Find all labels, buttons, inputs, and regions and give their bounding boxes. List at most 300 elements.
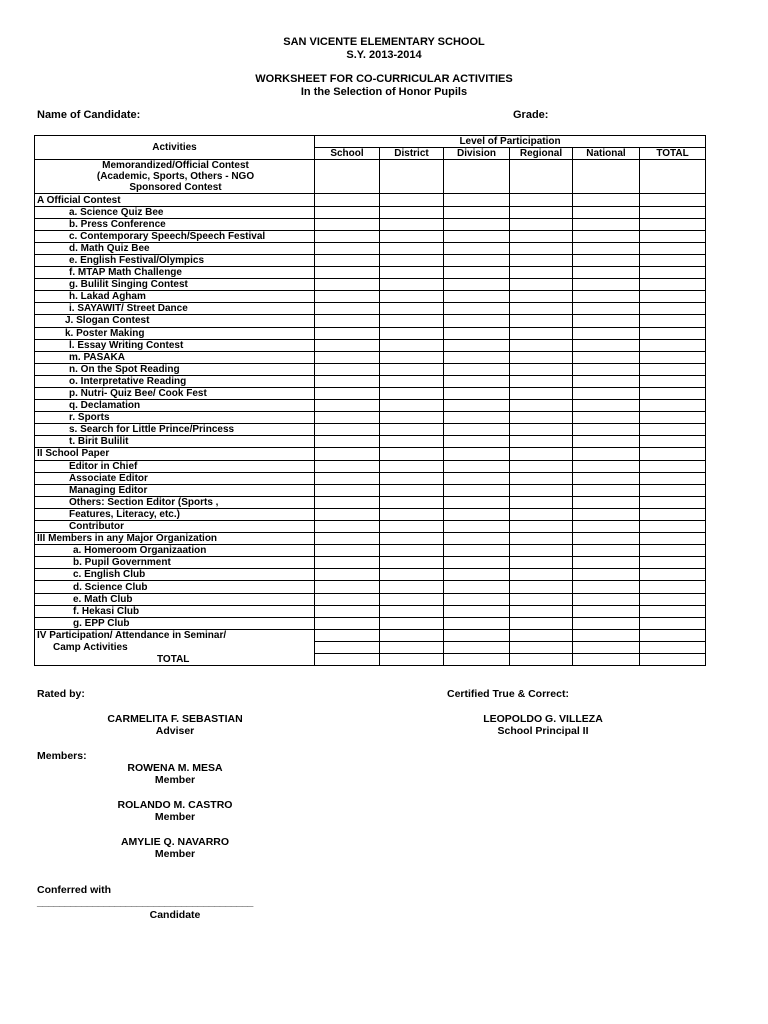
members-label: Members: xyxy=(37,750,87,762)
entry-cell-school[interactable] xyxy=(315,484,380,496)
entry-cell-district[interactable] xyxy=(380,242,444,254)
entry-cell-national[interactable] xyxy=(573,496,640,508)
table-row xyxy=(35,218,706,230)
entry-cell-school[interactable] xyxy=(315,218,380,230)
entry-cell-division[interactable] xyxy=(444,581,510,593)
entry-cell-division[interactable] xyxy=(444,460,510,472)
table-row xyxy=(35,448,706,460)
entry-cell-regional[interactable] xyxy=(510,351,573,363)
entry-cell-division[interactable] xyxy=(444,521,510,533)
entry-cell-division[interactable] xyxy=(444,641,510,653)
entry-cell-national[interactable] xyxy=(573,387,640,399)
entry-cell-regional[interactable] xyxy=(510,194,573,206)
entry-cell-district[interactable] xyxy=(380,363,444,375)
entry-cell-regional[interactable] xyxy=(510,242,573,254)
entry-cell-division[interactable] xyxy=(444,182,510,194)
table-row xyxy=(35,436,706,448)
entry-cell-national[interactable] xyxy=(573,230,640,242)
entry-cell-division[interactable] xyxy=(444,436,510,448)
entry-cell-regional[interactable] xyxy=(510,617,573,629)
entry-cell-total[interactable] xyxy=(640,557,706,569)
member-signature xyxy=(100,799,250,823)
entry-cell-total[interactable] xyxy=(640,424,706,436)
entry-cell-school[interactable] xyxy=(315,160,380,172)
entry-cell-school[interactable] xyxy=(315,279,380,291)
entry-cell-regional[interactable] xyxy=(510,400,573,412)
entry-cell-regional[interactable] xyxy=(510,254,573,266)
entry-cell-school[interactable] xyxy=(315,375,380,387)
entry-cell-district[interactable] xyxy=(380,593,444,605)
table-row xyxy=(35,327,706,339)
entry-cell-division[interactable] xyxy=(444,242,510,254)
entry-cell-division[interactable] xyxy=(444,424,510,436)
entry-cell-regional[interactable] xyxy=(510,521,573,533)
table-row xyxy=(35,279,706,291)
entry-cell-national[interactable] xyxy=(573,303,640,315)
entry-cell-national[interactable] xyxy=(573,351,640,363)
entry-cell-district[interactable] xyxy=(380,545,444,557)
entry-cell-division[interactable] xyxy=(444,533,510,545)
entry-cell-national[interactable] xyxy=(573,460,640,472)
entry-cell-national[interactable] xyxy=(573,629,640,641)
table-row xyxy=(35,484,706,496)
entry-cell-total[interactable] xyxy=(640,448,706,460)
entry-cell-school[interactable] xyxy=(315,521,380,533)
entry-cell-regional[interactable] xyxy=(510,533,573,545)
adviser-signature xyxy=(80,713,270,737)
entry-cell-total[interactable] xyxy=(640,267,706,279)
table-row xyxy=(35,351,706,363)
entry-cell-school[interactable] xyxy=(315,400,380,412)
entry-cell-total[interactable] xyxy=(640,641,706,653)
entry-cell-total[interactable] xyxy=(640,339,706,351)
entry-cell-national[interactable] xyxy=(573,375,640,387)
entry-cell-national[interactable] xyxy=(573,339,640,351)
principal-title: School Principal II xyxy=(497,725,589,737)
table-row xyxy=(35,363,706,375)
entry-cell-district[interactable] xyxy=(380,218,444,230)
entry-cell-division[interactable] xyxy=(444,303,510,315)
entry-cell-school[interactable] xyxy=(315,617,380,629)
entry-cell-district[interactable] xyxy=(380,484,444,496)
entry-cell-regional[interactable] xyxy=(510,581,573,593)
entry-cell-division[interactable] xyxy=(444,496,510,508)
entry-cell-regional[interactable] xyxy=(510,182,573,194)
entry-cell-district[interactable] xyxy=(380,206,444,218)
entry-cell-district[interactable] xyxy=(380,230,444,242)
principal-name: LEOPOLDO G. VILLEZA xyxy=(483,713,603,725)
entry-cell-national[interactable] xyxy=(573,424,640,436)
entry-cell-district[interactable] xyxy=(380,279,444,291)
entry-cell-regional[interactable] xyxy=(510,387,573,399)
entry-cell-school[interactable] xyxy=(315,254,380,266)
entry-cell-national[interactable] xyxy=(573,593,640,605)
table-row xyxy=(35,254,706,266)
entry-cell-total[interactable] xyxy=(640,230,706,242)
entry-cell-district[interactable] xyxy=(380,496,444,508)
table-row xyxy=(35,400,706,412)
entry-cell-total[interactable] xyxy=(640,593,706,605)
entry-cell-district[interactable] xyxy=(380,194,444,206)
entry-cell-school[interactable] xyxy=(315,363,380,375)
table-row xyxy=(35,557,706,569)
entry-cell-regional[interactable] xyxy=(510,412,573,424)
entry-cell-total[interactable] xyxy=(640,496,706,508)
entry-cell-school[interactable] xyxy=(315,424,380,436)
entry-cell-regional[interactable] xyxy=(510,160,573,172)
entry-cell-regional[interactable] xyxy=(510,472,573,484)
entry-cell-regional[interactable] xyxy=(510,218,573,230)
entry-cell-district[interactable] xyxy=(380,182,444,194)
column-header-regional: Regional xyxy=(510,148,573,160)
entry-cell-district[interactable] xyxy=(380,508,444,520)
entry-cell-regional[interactable] xyxy=(510,460,573,472)
entry-cell-regional[interactable] xyxy=(510,171,573,182)
entry-cell-national[interactable] xyxy=(573,291,640,303)
adviser-title: Adviser xyxy=(155,725,195,737)
entry-cell-total[interactable] xyxy=(640,508,706,520)
entry-cell-division[interactable] xyxy=(444,315,510,327)
entry-cell-regional[interactable] xyxy=(510,315,573,327)
entry-cell-district[interactable] xyxy=(380,303,444,315)
entry-cell-school[interactable] xyxy=(315,351,380,363)
entry-cell-total[interactable] xyxy=(640,605,706,617)
entry-cell-district[interactable] xyxy=(380,617,444,629)
entry-cell-district[interactable] xyxy=(380,171,444,182)
entry-cell-national[interactable] xyxy=(573,617,640,629)
entry-cell-regional[interactable] xyxy=(510,629,573,641)
entry-cell-district[interactable] xyxy=(380,375,444,387)
entry-cell-regional[interactable] xyxy=(510,557,573,569)
entry-cell-total[interactable] xyxy=(640,254,706,266)
entry-cell-total[interactable] xyxy=(640,569,706,581)
entry-cell-division[interactable] xyxy=(444,230,510,242)
entry-cell-total[interactable] xyxy=(640,363,706,375)
entry-cell-regional[interactable] xyxy=(510,569,573,581)
entry-cell-regional[interactable] xyxy=(510,279,573,291)
entry-cell-division[interactable] xyxy=(444,206,510,218)
activity-label: g. EPP Club xyxy=(35,617,315,629)
entry-cell-district[interactable] xyxy=(380,412,444,424)
entry-cell-district[interactable] xyxy=(380,557,444,569)
entry-cell-national[interactable] xyxy=(573,521,640,533)
entry-cell-division[interactable] xyxy=(444,448,510,460)
entry-cell-district[interactable] xyxy=(380,436,444,448)
entry-cell-school[interactable] xyxy=(315,472,380,484)
entry-cell-division[interactable] xyxy=(444,545,510,557)
entry-cell-district[interactable] xyxy=(380,424,444,436)
entry-cell-division[interactable] xyxy=(444,267,510,279)
entry-cell-school[interactable] xyxy=(315,230,380,242)
entry-cell-total[interactable] xyxy=(640,472,706,484)
entry-cell-district[interactable] xyxy=(380,533,444,545)
table-row xyxy=(35,171,706,182)
document-header xyxy=(0,36,768,98)
entry-cell-school[interactable] xyxy=(315,448,380,460)
entry-cell-division[interactable] xyxy=(444,484,510,496)
rated-by-label: Rated by: xyxy=(37,688,85,700)
entry-cell-national[interactable] xyxy=(573,194,640,206)
entry-cell-national[interactable] xyxy=(573,363,640,375)
entry-cell-division[interactable] xyxy=(444,593,510,605)
entry-cell-regional[interactable] xyxy=(510,436,573,448)
column-header-total: TOTAL xyxy=(640,148,706,160)
entry-cell-regional[interactable] xyxy=(510,206,573,218)
entry-cell-school[interactable] xyxy=(315,315,380,327)
entry-cell-regional[interactable] xyxy=(510,291,573,303)
entry-cell-total[interactable] xyxy=(640,171,706,182)
entry-cell-division[interactable] xyxy=(444,617,510,629)
activity-label: e. Math Club xyxy=(35,593,315,605)
entry-cell-division[interactable] xyxy=(444,160,510,172)
column-header-division: Division xyxy=(444,148,510,160)
school-year: S.Y. 2013-2014 xyxy=(346,48,422,61)
entry-cell-national[interactable] xyxy=(573,569,640,581)
entry-cell-national[interactable] xyxy=(573,472,640,484)
entry-cell-national[interactable] xyxy=(573,484,640,496)
entry-cell-total[interactable] xyxy=(640,194,706,206)
entry-cell-national[interactable] xyxy=(573,160,640,172)
entry-cell-total[interactable] xyxy=(640,160,706,172)
entry-cell-regional[interactable] xyxy=(510,230,573,242)
entry-cell-division[interactable] xyxy=(444,629,510,641)
entry-cell-total[interactable] xyxy=(640,375,706,387)
activity-label: Camp Activities xyxy=(35,641,315,653)
entry-cell-district[interactable] xyxy=(380,327,444,339)
entry-cell-total[interactable] xyxy=(640,581,706,593)
entry-cell-national[interactable] xyxy=(573,654,640,666)
entry-cell-district[interactable] xyxy=(380,267,444,279)
entry-cell-national[interactable] xyxy=(573,171,640,182)
entry-cell-division[interactable] xyxy=(444,375,510,387)
entry-cell-district[interactable] xyxy=(380,654,444,666)
entry-cell-national[interactable] xyxy=(573,400,640,412)
entry-cell-national[interactable] xyxy=(573,218,640,230)
entry-cell-national[interactable] xyxy=(573,641,640,653)
entry-cell-total[interactable] xyxy=(640,279,706,291)
entry-cell-school[interactable] xyxy=(315,303,380,315)
entry-cell-total[interactable] xyxy=(640,400,706,412)
entry-cell-total[interactable] xyxy=(640,206,706,218)
entry-cell-total[interactable] xyxy=(640,182,706,194)
worksheet-subtitle: In the Selection of Honor Pupils xyxy=(300,85,468,98)
entry-cell-district[interactable] xyxy=(380,605,444,617)
entry-cell-district[interactable] xyxy=(380,291,444,303)
entry-cell-regional[interactable] xyxy=(510,363,573,375)
entry-cell-regional[interactable] xyxy=(510,448,573,460)
activity-label: h. Lakad Agham xyxy=(35,291,315,303)
entry-cell-school[interactable] xyxy=(315,496,380,508)
table-row xyxy=(35,605,706,617)
entry-cell-total[interactable] xyxy=(640,545,706,557)
member-signature xyxy=(100,762,250,786)
entry-cell-school[interactable] xyxy=(315,654,380,666)
entry-cell-national[interactable] xyxy=(573,242,640,254)
entry-cell-national[interactable] xyxy=(573,254,640,266)
entry-cell-national[interactable] xyxy=(573,581,640,593)
entry-cell-district[interactable] xyxy=(380,160,444,172)
entry-cell-division[interactable] xyxy=(444,254,510,266)
entry-cell-district[interactable] xyxy=(380,400,444,412)
entry-cell-national[interactable] xyxy=(573,412,640,424)
entry-cell-district[interactable] xyxy=(380,387,444,399)
entry-cell-school[interactable] xyxy=(315,508,380,520)
entry-cell-district[interactable] xyxy=(380,254,444,266)
activity-label: q. Declamation xyxy=(35,400,315,412)
member-role: Member xyxy=(154,811,196,823)
entry-cell-total[interactable] xyxy=(640,629,706,641)
entry-cell-division[interactable] xyxy=(444,569,510,581)
entry-cell-regional[interactable] xyxy=(510,654,573,666)
entry-cell-total[interactable] xyxy=(640,617,706,629)
member-name: ROLANDO M. CASTRO xyxy=(117,799,233,811)
entry-cell-district[interactable] xyxy=(380,472,444,484)
activity-label: g. Bulilit Singing Contest xyxy=(35,279,315,291)
entry-cell-regional[interactable] xyxy=(510,641,573,653)
entry-cell-district[interactable] xyxy=(380,351,444,363)
entry-cell-total[interactable] xyxy=(640,412,706,424)
entry-cell-division[interactable] xyxy=(444,218,510,230)
entry-cell-division[interactable] xyxy=(444,654,510,666)
entry-cell-division[interactable] xyxy=(444,351,510,363)
entry-cell-national[interactable] xyxy=(573,206,640,218)
entry-cell-regional[interactable] xyxy=(510,303,573,315)
entry-cell-school[interactable] xyxy=(315,291,380,303)
entry-cell-school[interactable] xyxy=(315,242,380,254)
entry-cell-regional[interactable] xyxy=(510,339,573,351)
entry-cell-regional[interactable] xyxy=(510,327,573,339)
entry-cell-district[interactable] xyxy=(380,581,444,593)
activity-label: TOTAL xyxy=(35,654,315,666)
conferred-with-label: Conferred with xyxy=(37,884,112,896)
entry-cell-school[interactable] xyxy=(315,593,380,605)
entry-cell-regional[interactable] xyxy=(510,593,573,605)
entry-cell-total[interactable] xyxy=(640,218,706,230)
entry-cell-division[interactable] xyxy=(444,291,510,303)
entry-cell-national[interactable] xyxy=(573,557,640,569)
entry-cell-school[interactable] xyxy=(315,171,380,182)
entry-cell-school[interactable] xyxy=(315,533,380,545)
entry-cell-national[interactable] xyxy=(573,267,640,279)
entry-cell-school[interactable] xyxy=(315,267,380,279)
entry-cell-school[interactable] xyxy=(315,436,380,448)
entry-cell-total[interactable] xyxy=(640,484,706,496)
entry-cell-district[interactable] xyxy=(380,569,444,581)
entry-cell-district[interactable] xyxy=(380,315,444,327)
entry-cell-division[interactable] xyxy=(444,339,510,351)
entry-cell-division[interactable] xyxy=(444,171,510,182)
entry-cell-national[interactable] xyxy=(573,315,640,327)
entry-cell-national[interactable] xyxy=(573,533,640,545)
activity-label: b. Press Conference xyxy=(35,218,315,230)
table-row xyxy=(35,460,706,472)
entry-cell-district[interactable] xyxy=(380,641,444,653)
entry-cell-national[interactable] xyxy=(573,327,640,339)
entry-cell-school[interactable] xyxy=(315,412,380,424)
entry-cell-total[interactable] xyxy=(640,387,706,399)
entry-cell-district[interactable] xyxy=(380,448,444,460)
entry-cell-district[interactable] xyxy=(380,629,444,641)
entry-cell-total[interactable] xyxy=(640,327,706,339)
entry-cell-school[interactable] xyxy=(315,327,380,339)
entry-cell-regional[interactable] xyxy=(510,545,573,557)
entry-cell-division[interactable] xyxy=(444,387,510,399)
entry-cell-district[interactable] xyxy=(380,460,444,472)
entry-cell-national[interactable] xyxy=(573,279,640,291)
table-row xyxy=(35,569,706,581)
table-row xyxy=(35,629,706,641)
entry-cell-total[interactable] xyxy=(640,460,706,472)
entry-cell-division[interactable] xyxy=(444,327,510,339)
activity-label: o. Interpretative Reading xyxy=(35,375,315,387)
entry-cell-total[interactable] xyxy=(640,351,706,363)
entry-cell-total[interactable] xyxy=(640,303,706,315)
entry-cell-regional[interactable] xyxy=(510,508,573,520)
entry-cell-total[interactable] xyxy=(640,315,706,327)
entry-cell-school[interactable] xyxy=(315,557,380,569)
entry-cell-national[interactable] xyxy=(573,508,640,520)
entry-cell-school[interactable] xyxy=(315,545,380,557)
table-row xyxy=(35,194,706,206)
entry-cell-school[interactable] xyxy=(315,182,380,194)
entry-cell-school[interactable] xyxy=(315,339,380,351)
adviser-name: CARMELITA F. SEBASTIAN xyxy=(107,713,243,725)
entry-cell-division[interactable] xyxy=(444,363,510,375)
entry-cell-total[interactable] xyxy=(640,521,706,533)
table-row xyxy=(35,533,706,545)
entry-cell-regional[interactable] xyxy=(510,484,573,496)
entry-cell-total[interactable] xyxy=(640,242,706,254)
entry-cell-regional[interactable] xyxy=(510,424,573,436)
entry-cell-total[interactable] xyxy=(640,533,706,545)
entry-cell-division[interactable] xyxy=(444,472,510,484)
entry-cell-division[interactable] xyxy=(444,557,510,569)
entry-cell-school[interactable] xyxy=(315,569,380,581)
entry-cell-regional[interactable] xyxy=(510,375,573,387)
entry-cell-school[interactable] xyxy=(315,387,380,399)
entry-cell-total[interactable] xyxy=(640,291,706,303)
entry-cell-total[interactable] xyxy=(640,436,706,448)
entry-cell-district[interactable] xyxy=(380,339,444,351)
entry-cell-school[interactable] xyxy=(315,641,380,653)
entry-cell-national[interactable] xyxy=(573,436,640,448)
table-row xyxy=(35,472,706,484)
table-row xyxy=(35,641,706,653)
entry-cell-total[interactable] xyxy=(640,654,706,666)
entry-cell-school[interactable] xyxy=(315,460,380,472)
entry-cell-regional[interactable] xyxy=(510,267,573,279)
entry-cell-national[interactable] xyxy=(573,182,640,194)
entry-cell-school[interactable] xyxy=(315,194,380,206)
entry-cell-school[interactable] xyxy=(315,605,380,617)
entry-cell-division[interactable] xyxy=(444,400,510,412)
entry-cell-school[interactable] xyxy=(315,581,380,593)
entry-cell-national[interactable] xyxy=(573,448,640,460)
entry-cell-regional[interactable] xyxy=(510,496,573,508)
entry-cell-national[interactable] xyxy=(573,605,640,617)
entry-cell-division[interactable] xyxy=(444,279,510,291)
entry-cell-division[interactable] xyxy=(444,605,510,617)
entry-cell-national[interactable] xyxy=(573,545,640,557)
entry-cell-division[interactable] xyxy=(444,508,510,520)
level-of-participation-header: Level of Participation xyxy=(315,136,706,148)
entry-cell-district[interactable] xyxy=(380,521,444,533)
entry-cell-regional[interactable] xyxy=(510,605,573,617)
entry-cell-division[interactable] xyxy=(444,194,510,206)
entry-cell-school[interactable] xyxy=(315,629,380,641)
entry-cell-school[interactable] xyxy=(315,206,380,218)
entry-cell-division[interactable] xyxy=(444,412,510,424)
